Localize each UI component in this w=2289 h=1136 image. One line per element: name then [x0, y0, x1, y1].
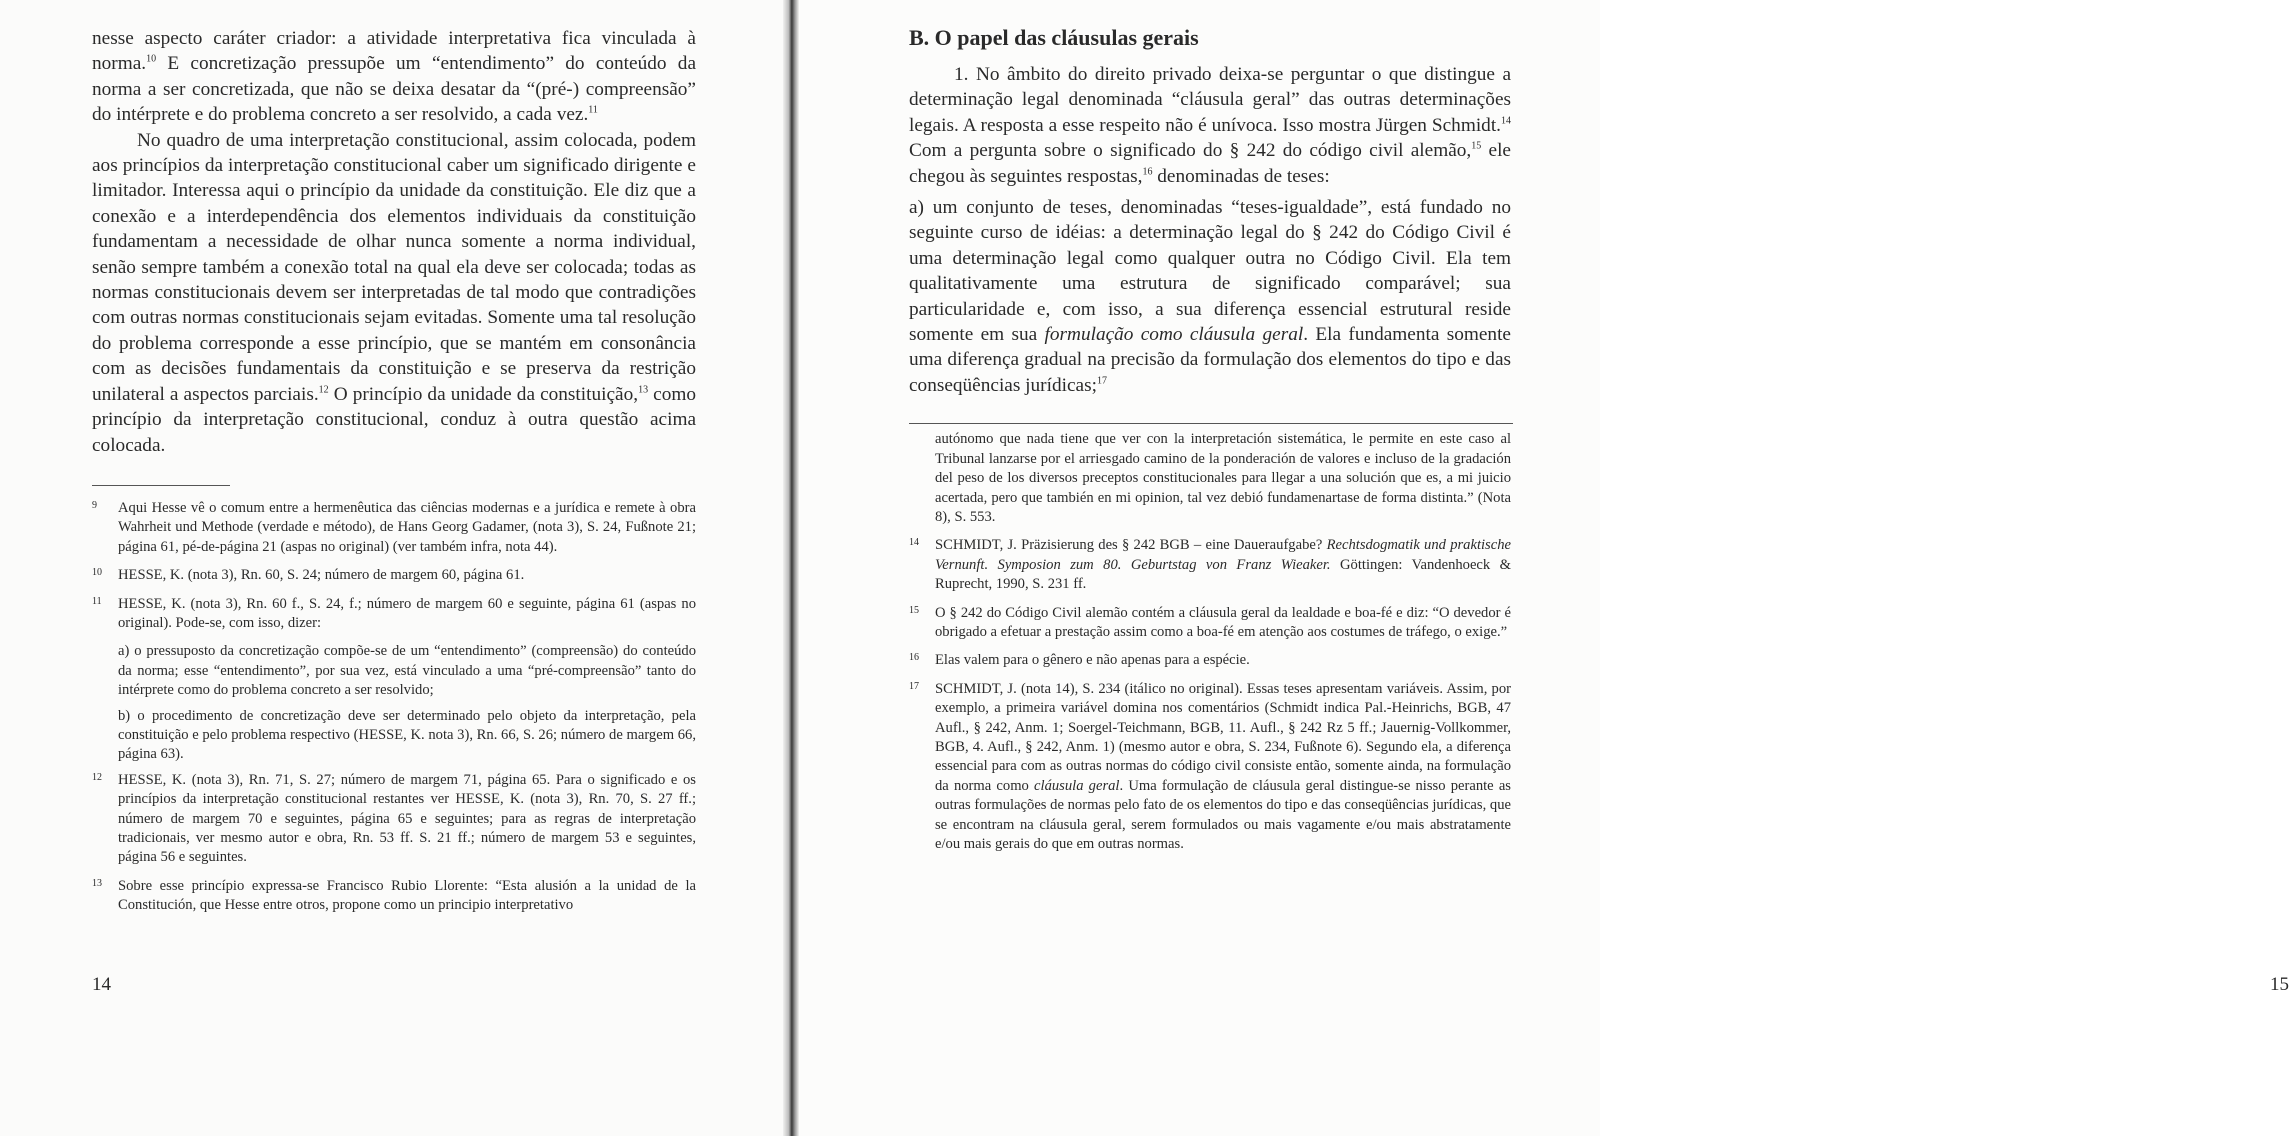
footnote [92, 877, 696, 916]
text-run: O § 242 do Código Civil alemão contém a cláusula geral da lealdade e boa-fé e diz: “O devedor é obrigado a efetuar a prestação assim como a boa-fé em atenção aos costumes de tráfego, o exige.” [935, 604, 1511, 640]
body-paragraph [92, 128, 696, 458]
left-footnotes [92, 499, 696, 916]
right-footnotes [909, 536, 1511, 854]
right-text-column [909, 24, 1511, 863]
footnote-reference: 14 [1501, 115, 1511, 127]
left-body-text [92, 26, 696, 458]
footnote [909, 536, 1511, 594]
text-run: Com a pergunta sobre o significado do § 242 do código civil alemão, [909, 140, 1472, 162]
text-run: HESSE, K. (nota 3), Rn. 71, S. 27; número de margem 71, página 65. Para o significado e os princípios da interpretação constitucional restantes ver HESSE, K. (nota 3), Rn. 70, S. 27 ff.; número de margem 70 e seguintes, página 65 e seguintes; para as regras de interpretação tradicionais, ver mesmo autor e obra, Rn. 53 ff. S. 21 ff.; número de margem 53 e seguintes, página 56 e seguintes. [118, 771, 696, 866]
left-page [0, 0, 790, 1136]
footnote [92, 771, 696, 868]
right-footnote-rule [909, 423, 1513, 424]
text-run: Sobre esse princípio expressa-se Francisco Rubio Llorente: “Esta alusión a la unidad de la Constitución, que Hesse entre otros, propone como un principio interpretativo [118, 877, 696, 914]
footnote-number: 13 [92, 877, 102, 889]
footnote-subitem [118, 707, 696, 765]
footnote-reference: 17 [1096, 375, 1107, 387]
footnote [92, 595, 696, 634]
footnote-number: 17 [909, 680, 919, 692]
text-run: ele chegou às seguintes respostas, [909, 140, 1511, 187]
italic-text: Rechtsdogmatik und praktische Vernunft. Symposion zum 80. Geburtstag von Franz Wieaker. [935, 537, 1511, 573]
footnote [92, 499, 696, 557]
footnote [92, 566, 696, 585]
text-run: HESSE, K. (nota 3), Rn. 60, S. 24; número de margem 60, página 61. [118, 567, 525, 584]
text-run: SCHMIDT, J. Präzisierung des § 242 BGB – eine Daueraufgabe? [935, 537, 1327, 554]
footnote-number: 9 [92, 499, 97, 511]
text-run: . Ela fundamenta somente uma diferença gradual na precisão da formulação dos elementos do tipo e das conseqüências jurídicas; [909, 324, 1511, 396]
right-body-text [909, 62, 1511, 398]
footnote-reference: 12 [318, 384, 329, 396]
left-text-column [92, 26, 696, 925]
text-run: Aqui Hesse vê o comum entre a hermenêutica das ciências modernas e a jurídica e remete à obra Wahrheit und Methode (verdade e método), de Hans Georg Gadamer, (nota 3), S. 24, Fußnote 21; página 61, pé-de-página 21 (aspas no original) (ver também infra, nota 44). [118, 499, 696, 555]
footnote-reference: 11 [588, 104, 598, 116]
italic-text: cláusula geral [1034, 777, 1120, 794]
text-run: autónomo que nada tiene que ver con la interpretación sistemática, le permite en este caso al Tribunal lanzarse por el arriesgado camino de la ponderación de valores e incluso de la gradación del peso de los diversos preceptos constitucionales para llegar a una solución que es, a mi juicio acertada, pero que también en mi opinion, tal vez debió fundamenartase de forma distinta.” (Nota 8), S. 553. [935, 431, 1511, 525]
footnote-reference: 15 [1471, 140, 1482, 152]
body-paragraph [92, 26, 696, 128]
text-run: denominadas de teses: [1152, 165, 1330, 187]
footnote-number: 16 [909, 652, 919, 664]
page-number-right: 15 [2270, 974, 2289, 995]
footnote-reference: 10 [146, 53, 157, 65]
right-page [790, 0, 2289, 1136]
italic-text: formulação como cláusula geral [1044, 324, 1304, 346]
text-run: a) o pressuposto da concretização compõe-se de um “entendimento” (compreensão) do conteúdo da norma; esse “entendimento”, por sua vez, está vinculado a uma “pré-compreensão” tanto do intérprete como do problema concreto a ser resolvido; [118, 643, 696, 699]
body-paragraph [909, 195, 1511, 398]
body-paragraph [909, 62, 1511, 189]
text-run: Elas valem para o gênero e não apenas para a espécie. [935, 652, 1250, 669]
footnote-reference: 13 [638, 384, 649, 396]
footnote-number: 14 [909, 537, 919, 549]
text-run: HESSE, K. (nota 3), Rn. 60 f., S. 24, f.; número de margem 60 e seguinte, página 61 (aspas no original). Pode-se, com isso, dizer: [118, 595, 696, 631]
footnote [909, 651, 1511, 670]
footnote-number: 15 [909, 604, 919, 616]
left-footnote-rule [92, 485, 230, 486]
text-run: SCHMIDT, J. (nota 14), S. 234 (itálico no original). Essas teses apresentam variáveis. Assim, por exemplo, a primeira variável domina nos comentários (Schmidt indica Pal.-Heinrichs, BGB, 47 Aufl., § 242, Anm. 1; Soergel-Teichmann, BGB, 11. Aufl., § 242 Rz 5 ff.; Jauernig-Vollkommer, BGB, 4. Aufl., § 242, Anm. 1) (mesmo autor e obra, S. 234, Fußnote 6). Segundo ela, a diferença essencial para com as outras normas do código civil consiste então, somente ainda, na formulação da norma como [935, 680, 1511, 794]
text-run: No quadro de uma interpretação constitucional, assim colocada, podem aos princípios da interpretação constitucional caber um significado dirigente e limitador. Interessa aqui o princípio da unidade da constituição. Ele diz que a conexão e a interdependência dos elementos individuais da constituição fundamentam a necessidade de olhar nunca somente a norma individual, senão sempre também a conexão total na qual ela deve ser colocada; todas as normas constitucionais devem ser interpretadas de tal modo que contradições com outras normas constitucionais sejam evitadas. Somente uma tal resolução do problema corresponde a esse princípio, que se mantém em consonância com as decisões fundamentais da constituição e se preserva da restrição unilateral a aspectos parciais. [92, 129, 696, 405]
book-gutter [783, 0, 799, 1136]
footnote [909, 680, 1511, 855]
text-run: a) um conjunto de teses, denominadas “teses-igualdade”, está fundado no seguinte curso de idéias: a determinação legal do § 242 do Código Civil é uma determinação legal como qualquer outra no Código Civil. Ela tem qualitativamente uma estrutura de significado comparável; sua particularidade e, com isso, a sua diferença essencial estrutural reside somente em sua [909, 197, 1511, 346]
text-run: 1. No âmbito do direito privado deixa-se perguntar o que distingue a determinação legal denominada “cláusula geral” das outras determinações legais. A resposta a esse respeito não é unívoca. Isso mostra Jürgen Schmidt. [909, 64, 1511, 136]
footnote-subitem [118, 642, 696, 700]
section-title: B. O papel das cláusulas gerais [909, 25, 1199, 50]
text-run: b) o procedimento de concretização deve ser determinado pelo objeto da interpretação, pela constituição e pelo problema respectivo (HESSE, K. nota 3), Rn. 66, S. 26; número de margem 66, página 63). [118, 707, 696, 763]
footnote-continuation [909, 430, 1511, 527]
footnote-number: 11 [92, 595, 102, 607]
footnote-number: 12 [92, 771, 102, 783]
footnote-reference: 16 [1142, 166, 1153, 178]
text-run: Göttingen: Vandenhoeck & Ruprecht, 1990, S. 231 ff. [935, 556, 1511, 593]
text-run: como princípio da interpretação constitucional, conduz à outra questão acima colocada. [92, 383, 696, 456]
footnote-number: 10 [92, 567, 102, 579]
footnote [909, 604, 1511, 643]
page-number-left: 14 [92, 974, 111, 995]
text-run: . Uma formulação de cláusula geral distingue-se nisso perante as outras formulações de normas pelo fato de os elementos do tipo e das conseqüências jurídicas, que se encontram na cláusula geral, serem formulados ou mais vagamente e/ou mais abstratamente e/ou mais gerais do que em outras normas. [935, 777, 1511, 852]
text-run: nesse aspecto caráter criador: a atividade interpretativa fica vinculada à norma. [92, 28, 696, 75]
text-run: E concretização pressupõe um “entendimento” do conteúdo da norma a ser concretizada, que não se deixa desatar da “(pré-) compreensão” do intérprete e do problema concreto a ser resolvido, a cada vez. [92, 53, 696, 126]
text-run: O princípio da unidade da constituição, [328, 383, 639, 405]
footnote-continuation-text [935, 430, 1511, 527]
